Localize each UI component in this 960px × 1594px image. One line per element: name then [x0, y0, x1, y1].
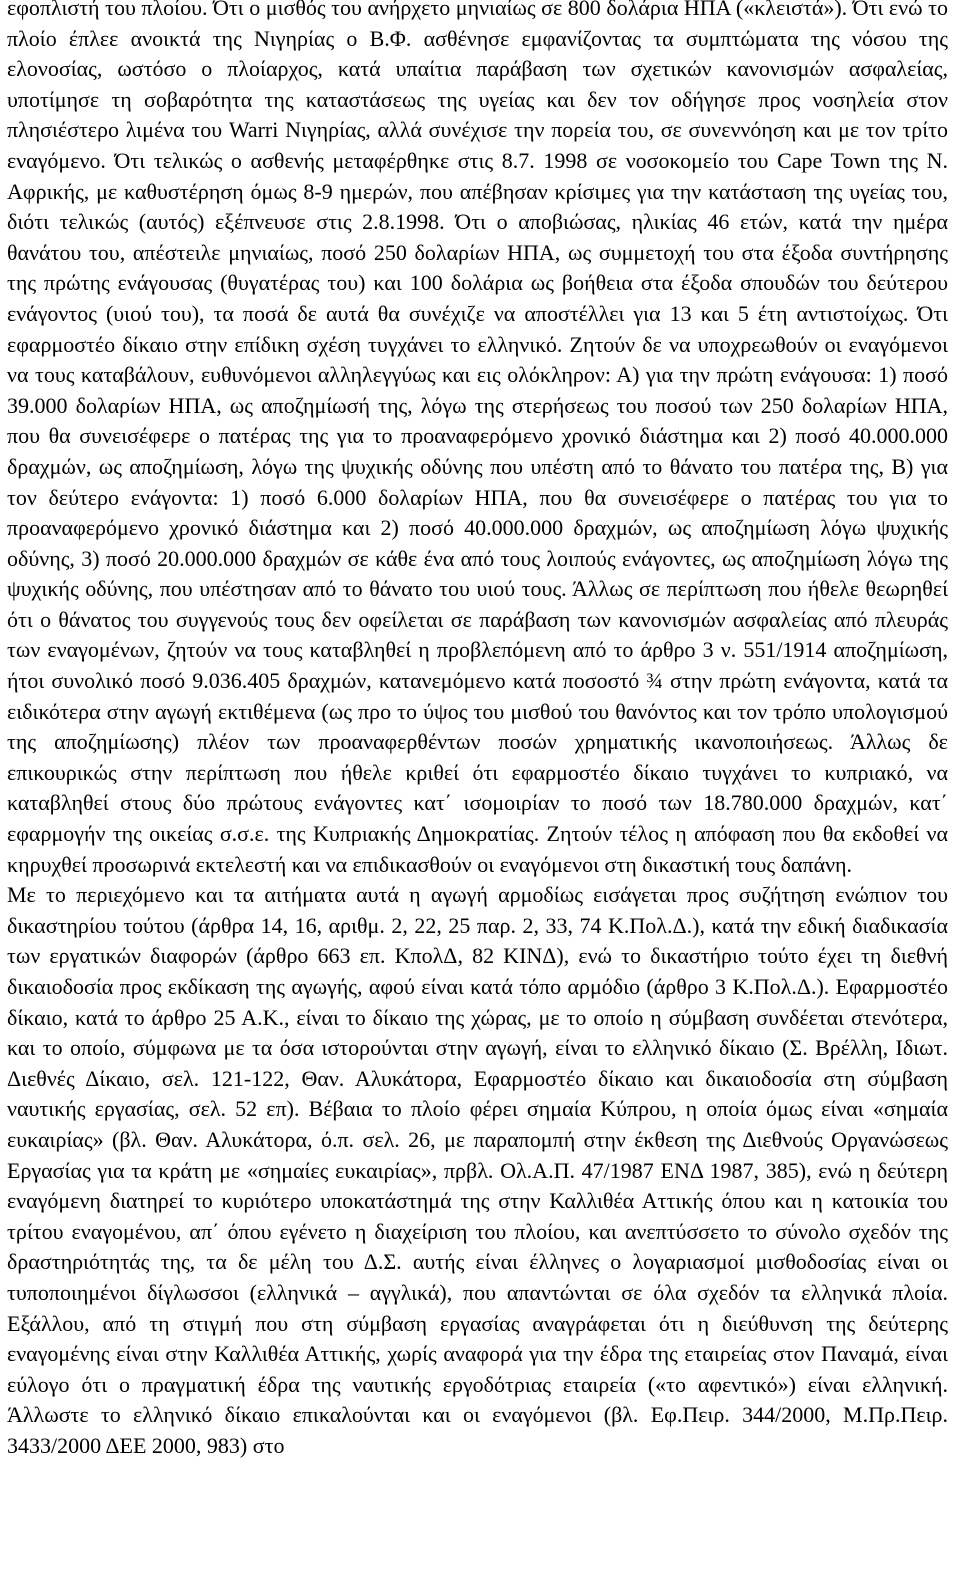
- document-body: [7, 0, 948, 1462]
- paragraph-claims: εφοπλιστή του πλοίου. Ότι ο μισθός του ανήρχετο μηνιαίως σε 800 δολάρια ΗΠΑ («κλειστά»). Ότι ενώ το πλοίο έπλεε ανοικτά της Νιγηρίας ο Β.Φ. ασθένησε εμφανίζοντας τα συμπτώματα της νόσου της ελονοσίας, ωστόσο ο πλοίαρχος, κατά υπαίτια παράβαση των σχετικών κανονισμών ασφαλείας, υποτίμησε τη σοβαρότητα της καταστάσεως της υγείας και δεν τον οδήγησε προς νοσηλεία στον πλησιέστερο λιμένα του Warri Νιγηρίας, αλλά συνέχισε την πορεία του, σε συνεννόηση και με τον τρίτο εναγόμενο. Ότι τελικώς ο ασθενής μεταφέρθηκε στις 8.7. 1998 σε νοσοκομείο του Cape Town της Ν. Αφρικής, με καθυστέρηση όμως 8-9 ημερών, που απέβησαν κρίσιμες για την κατάσταση της υγείας του, διότι τελικώς (αυτός) εξέπνευσε στις 2.8.1998. Ότι ο αποβιώσας, ηλικίας 46 ετών, κατά την ημέρα θανάτου του, απέστειλε μηνιαίως, ποσό 250 δολαρίων ΗΠΑ, ως συμμετοχή του στα έξοδα συντήρησης της πρώτης ενάγουσας (θυγατέρας του) και 100 δολάρια ως βοήθεια στα έξοδα σπουδών του δεύτερου ενάγοντος (υιού του), τα ποσά δε αυτά θα συνέχιζε να αποστέλλει για 13 και 5 έτη αντιστοίχως. Ότι εφαρμοστέο δίκαιο στην επίδικη σχέση τυγχάνει το ελληνικό. Ζητούν δε να υποχρεωθούν οι εναγόμενοι να τους καταβάλουν, ευθυνόμενοι αλληλεγγύως και εις ολόκληρον: Α) για την πρώτη ενάγουσα: 1) ποσό 39.000 δολαρίων ΗΠΑ, ως αποζημίωσή της, λόγω της στερήσεως του ποσού των 250 δολαρίων ΗΠΑ, που θα συνεισέφερε ο πατέρας της για το προαναφερόμενο χρονικό διάστημα και 2) ποσό 40.000.000 δραχμών, ως αποζημίωση, λόγω της ψυχικής οδύνης που υπέστη από το θάνατο του πατέρα της, Β) για τον δεύτερο ενάγοντα: 1) ποσό 6.000 δολαρίων ΗΠΑ, που θα συνεισέφερε ο πατέρας του για το προαναφερόμενο χρονικό διάστημα και 2) ποσό 40.000.000 δραχμών, ως αποζημίωση λόγω ψυχικής οδύνης, 3) ποσό 20.000.000 δραχμών σε κάθε ένα από τους λοιπούς ενάγοντες, ως αποζημίωση λόγω της ψυχικής οδύνης, που υπέστησαν από το θάνατο του υιού τους. Άλλως σε περίπτωση που ήθελε θεωρηθεί ότι ο θάνατος του συγγενούς τους δεν οφείλεται σε παράβαση των κανονισμών ασφαλείας από πλευράς των εναγομένων, ζητούν να τους καταβληθεί η προβλεπόμενη από το άρθρο 3 ν. 551/1914 αποζημίωση, ήτοι συνολικό ποσό 9.036.405 δραχμών, κατανεμόμενο κατά ποσοστό ¾ στην πρώτη ενάγοντα, κατά τα ειδικότερα στην αγωγή εκτιθέμενα (ως προ το ύψος του μισθού του θανόντος και τον τρόπο υπολογισμού της αποζημίωσης) πλέον των προαναφερθέντων ποσών χρηματικής ικανοποιήσεως. Άλλως δε επικουρικώς στην περίπτωση που ήθελε κριθεί ότι εφαρμοστέο δίκαιο τυγχάνει το κυπριακό, να καταβληθεί στους δύο πρώτους ενάγοντες κατ΄ ισομοιρίαν το ποσό των 18.780.000 δραχμών, κατ΄ εφαρμογήν της οικείας σ.σ.ε. της Κυπριακής Δημοκρατίας. Ζητούν τέλος η απόφαση που θα εκδοθεί να κηρυχθεί προσωρινά εκτελεστή και να επιδικασθούν οι εναγόμενοι στη δικαστική τους δαπάνη.: [7, 0, 948, 877]
- paragraph-jurisdiction: Με το περιεχόμενο και τα αιτήματα αυτά η αγωγή αρμοδίως εισάγεται προς συζήτηση ενώπιον του δικαστηρίου τούτου (άρθρα 14, 16, αριθμ. 2, 22, 25 παρ. 2, 33, 74 Κ.Πολ.Δ.), κατά την εδική διαδικασία των εργατικών διαφορών (άρθρο 663 επ. ΚπολΔ, 82 ΚΙΝΔ), ενώ το δικαστήριο τούτο έχει τη διεθνή δικαιοδοσία προς εκδίκαση της αγωγής, αφού είναι κατά τόπο αρμόδιο (άρθρο 3 Κ.Πολ.Δ.). Εφαρμοστέο δίκαιο, κατά το άρθρο 25 Α.Κ., είναι το δίκαιο της χώρας, με το οποίο η σύμβαση συνδέεται στενότερα, και το οποίο, σύμφωνα με τα όσα ιστορούνται στην αγωγή, είναι το ελληνικό δίκαιο (Σ. Βρέλλη, Ιδιωτ. Διεθνές Δίκαιο, σελ. 121-122, Θαν. Αλυκάτορα, Εφαρμοστέο δίκαιο και δικαιοδοσία στη σύμβαση ναυτικής εργασίας, σελ. 52 επ). Βέβαια το πλοίο φέρει σημαία Κύπρου, η οποία όμως είναι «σημαία ευκαιρίας» (βλ. Θαν. Αλυκάτορα, ό.π. σελ. 26, με παραπομπή στην έκθεση της Διεθνούς Οργανώσεως Εργασίας για τα κράτη με «σημαίες ευκαιρίας», πρβλ. Ολ.Α.Π. 47/1987 ΕΝΔ 1987, 385), ενώ η δεύτερη εναγόμενη διατηρεί το κυριότερο υποκατάστημά της στην Καλλιθέα Αττικής όπου και η κατοικία του τρίτου εναγομένου, απ΄ όπου εγένετο η διαχείριση του πλοίου, και ανεπτύσσετο το σύνολο σχεδόν της δραστηριότητάς της, τα δε μέλη του Δ.Σ. αυτής είναι έλληνες ο λογαριασμοί μισθοδοσίας είναι οι τυποποιημένοι δίγλωσσοι (ελληνικά – αγγλικά), που απαντώνται σε όλα σχεδόν τα ελληνικά πλοία. Εξάλλου, από τη στιγμή που στη σύμβαση εργασίας αναγράφεται ότι η διεύθυνση της δεύτερης εναγομένης είναι στην Καλλιθέα Αττικής, χωρίς αναφορά για την έδρα της εταιρείας στον Παναμά, είναι εύλογο ότι ο πραγματική έδρα της ναυτικής εργοδότριας εταιρεία («το αφεντικό») είναι ελληνική. Άλλωστε το ελληνικό δίκαιο επικαλούνται και οι εναγόμενοι (βλ. Εφ.Πειρ. 344/2000, Μ.Πρ.Πειρ. 3433/2000 ΔΕΕ 2000, 983) στο: [7, 882, 948, 1458]
